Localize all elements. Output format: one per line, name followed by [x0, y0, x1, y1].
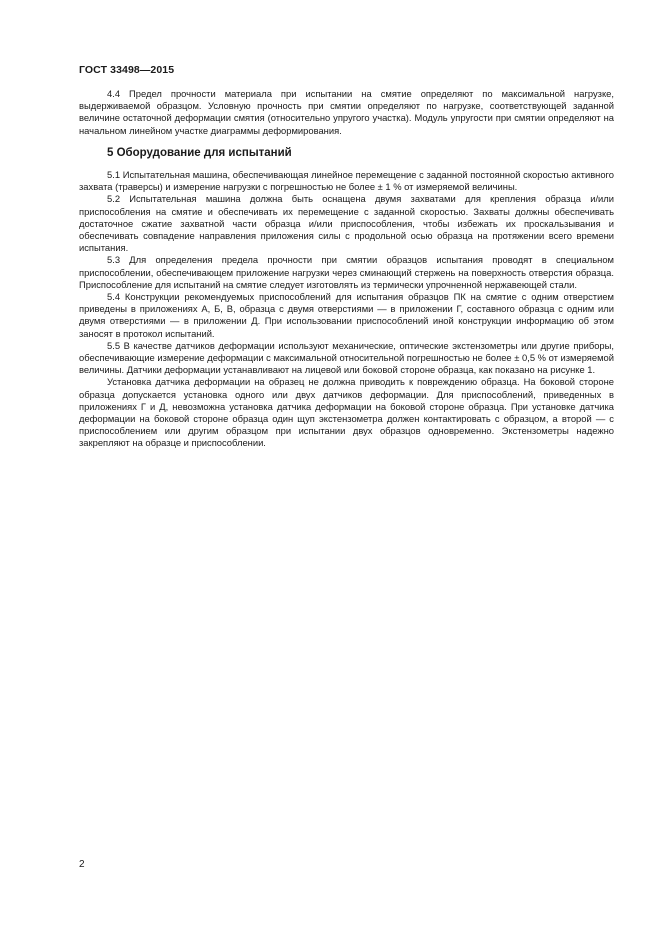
document-body [79, 88, 614, 450]
paragraph-5-2: 5.2 Испытательная машина должна быть оснащена двумя захватами для крепления образца и/или приспособления на смятие и обеспечивать их перемещение с заданной скоростью. Захваты должны обеспечивать достаточное сжатие захватной части образца и/или приспособления, чтобы избежать их проскальзывания и обеспечивать совпадение направления приложения силы с продольной осью образца на протяжении всего времени испытания. [79, 193, 614, 254]
paragraph-5-5-continued: Установка датчика деформации на образец не должна приводить к повреждению образца. На боковой стороне образца допускается установка одного или двух датчиков деформации. Для приспособлений, приведенных в приложениях Г и Д, невозможна установка датчика деформации на боковой стороне образца. При установке датчика деформации на боковой стороне образца один щуп экстензометра должен контактировать с образцом, а второй — с приспособлением или другим образцом при испытании двух образцов одновременно. Экстензометры надежно закрепляют на образце и приспособлении. [79, 376, 614, 449]
page-number: 2 [79, 859, 85, 870]
document-header: ГОСТ 33498—2015 [79, 64, 175, 76]
paragraph-5-3: 5.3 Для определения предела прочности при смятии образцов испытания проводят в специальном приспособлении, обеспечивающем приложение нагрузки через сминающий стержень на поверхность отверстия образца. Приспособление для испытаний на смятие следует изготовлять из термически упрочненной нержавеющей стали. [79, 254, 614, 290]
section-title: 5 Оборудование для испытаний [107, 146, 292, 159]
paragraph-5-4: 5.4 Конструкции рекомендуемых приспособлений для испытания образцов ПК на смятие с одним отверстием приведены в приложениях А, Б, В, образца с двумя отверстиями — в приложении Г, составного образца с одним или двумя отверстиями — в приложении Д. При использовании приспособлений иной конструкции информацию об этом заносят в протокол испытаний. [79, 291, 614, 339]
paragraph-5-1: 5.1 Испытательная машина, обеспечивающая линейное перемещение с заданной постоянной скоростью активного захвата (траверсы) и измерение нагрузки с погрешностью не более ± 1 % от измеряемой величины. [79, 169, 614, 193]
paragraph-5-5: 5.5 В качестве датчиков деформации используют механические, оптические экстензометры или другие приборы, обеспечивающие измерение деформации с максимальной относительной погрешностью не более ± 0,5 % от измеряемой величины. Датчики деформации устанавливают на лицевой или боковой стороне образца, как показано на рисунке 1. [79, 339, 614, 376]
paragraph-4-4: 4.4 Предел прочности материала при испытании на смятие определяют по максимальной нагрузке, выдерживаемой образцом. Условную прочность при смятии определяют по нагрузке, соответствующей заданной величине остаточной деформации смятия (относительно упругого участка). Модуль упругости при смятии определяют на начальном линейном участке диаграммы деформирования. [79, 88, 614, 136]
